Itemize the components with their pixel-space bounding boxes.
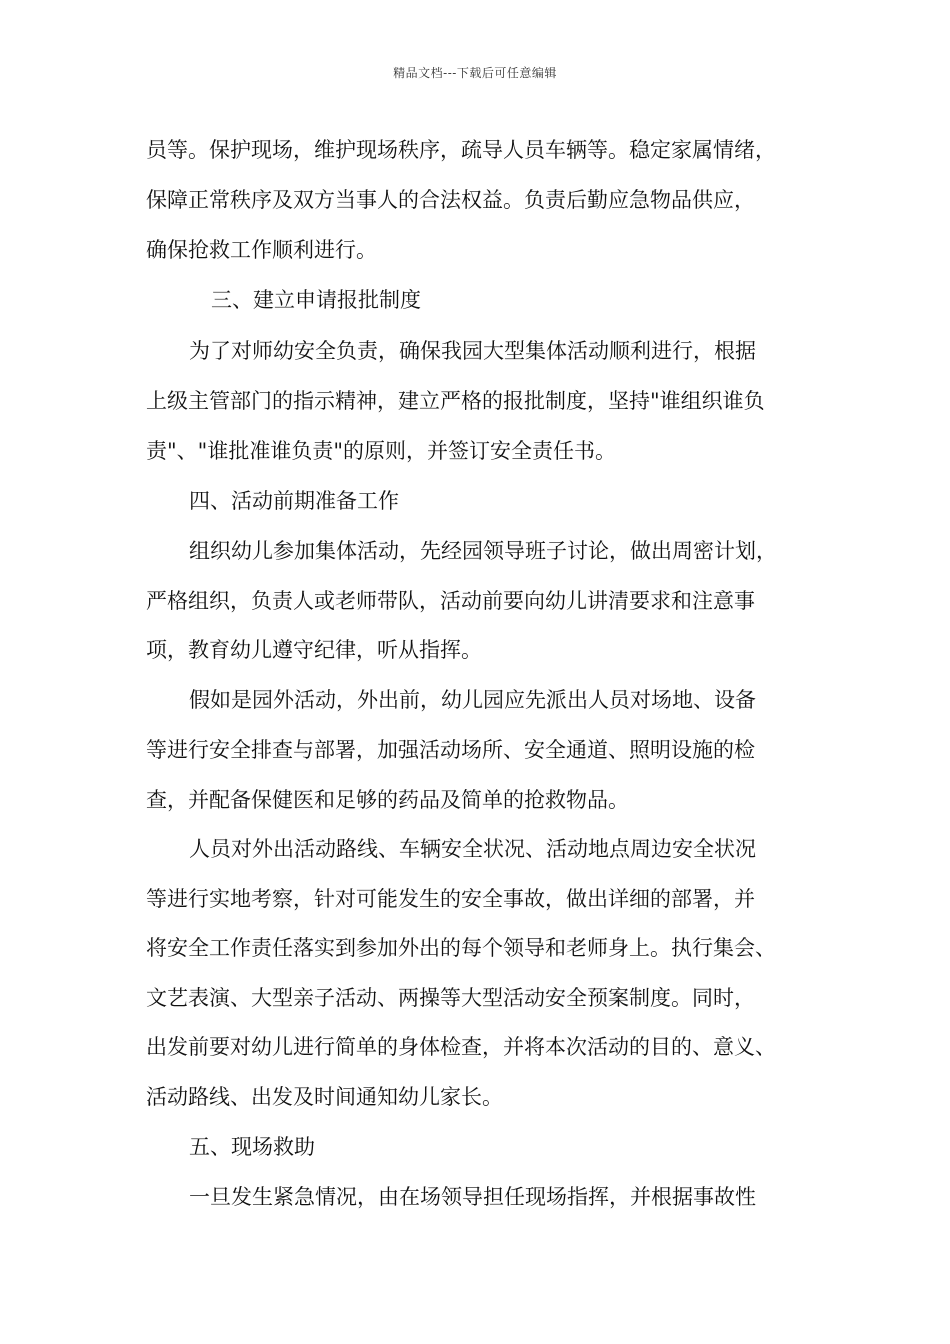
text-line: 责"、"谁批准谁负责"的原则，并签订安全责任书。: [146, 439, 616, 463]
text-line: 为了对师幼安全负责，确保我园大型集体活动顺利进行，根据: [189, 339, 756, 363]
page-header: 精品文档---下载后可任意编辑: [393, 66, 557, 80]
text-line: 上级主管部门的指示精神，建立严格的报批制度，坚持"谁组织谁负: [146, 389, 765, 413]
text-line: 将安全工作责任落实到参加外出的每个领导和老师身上。执行集会、: [146, 936, 776, 960]
text-line: 组织幼儿参加集体活动，先经园领导班子讨论，做出周密计划，: [189, 539, 777, 563]
section-heading: 三、建立申请报批制度: [211, 288, 421, 312]
section-heading: 五、现场救助: [189, 1135, 315, 1159]
text-line: 出发前要对幼儿进行简单的身体检查，并将本次活动的目的、意义、: [146, 1035, 776, 1059]
text-line: 等进行安全排查与部署，加强活动场所、安全通道、照明设施的检: [146, 738, 755, 762]
text-line: 一旦发生紧急情况，由在场领导担任现场指挥，并根据事故性: [189, 1185, 756, 1209]
text-line: 严格组织，负责人或老师带队，活动前要向幼儿讲清要求和注意事: [146, 589, 755, 613]
text-line: 查，并配备保健医和足够的药品及简单的抢救物品。: [146, 788, 629, 812]
text-line: 员等。保护现场，维护现场秩序，疏导人员车辆等。稳定家属情绪，: [146, 138, 776, 162]
text-line: 活动路线、出发及时间通知幼儿家长。: [146, 1085, 503, 1109]
text-line: 人员对外出活动路线、车辆安全状况、活动地点周边安全状况: [189, 837, 756, 861]
text-line: 等进行实地考察，针对可能发生的安全事故，做出详细的部署，并: [146, 887, 755, 911]
text-line: 假如是园外活动，外出前，幼儿园应先派出人员对场地、设备: [189, 688, 756, 712]
text-line: 项，教育幼儿遵守纪律，听从指挥。: [146, 638, 482, 662]
text-line: 保障正常秩序及双方当事人的合法权益。负责后勤应急物品供应，: [146, 188, 755, 212]
section-heading: 四、活动前期准备工作: [189, 489, 399, 513]
text-line: 确保抢救工作顺利进行。: [146, 238, 377, 262]
text-line: 文艺表演、大型亲子活动、两操等大型活动安全预案制度。同时，: [146, 986, 755, 1010]
